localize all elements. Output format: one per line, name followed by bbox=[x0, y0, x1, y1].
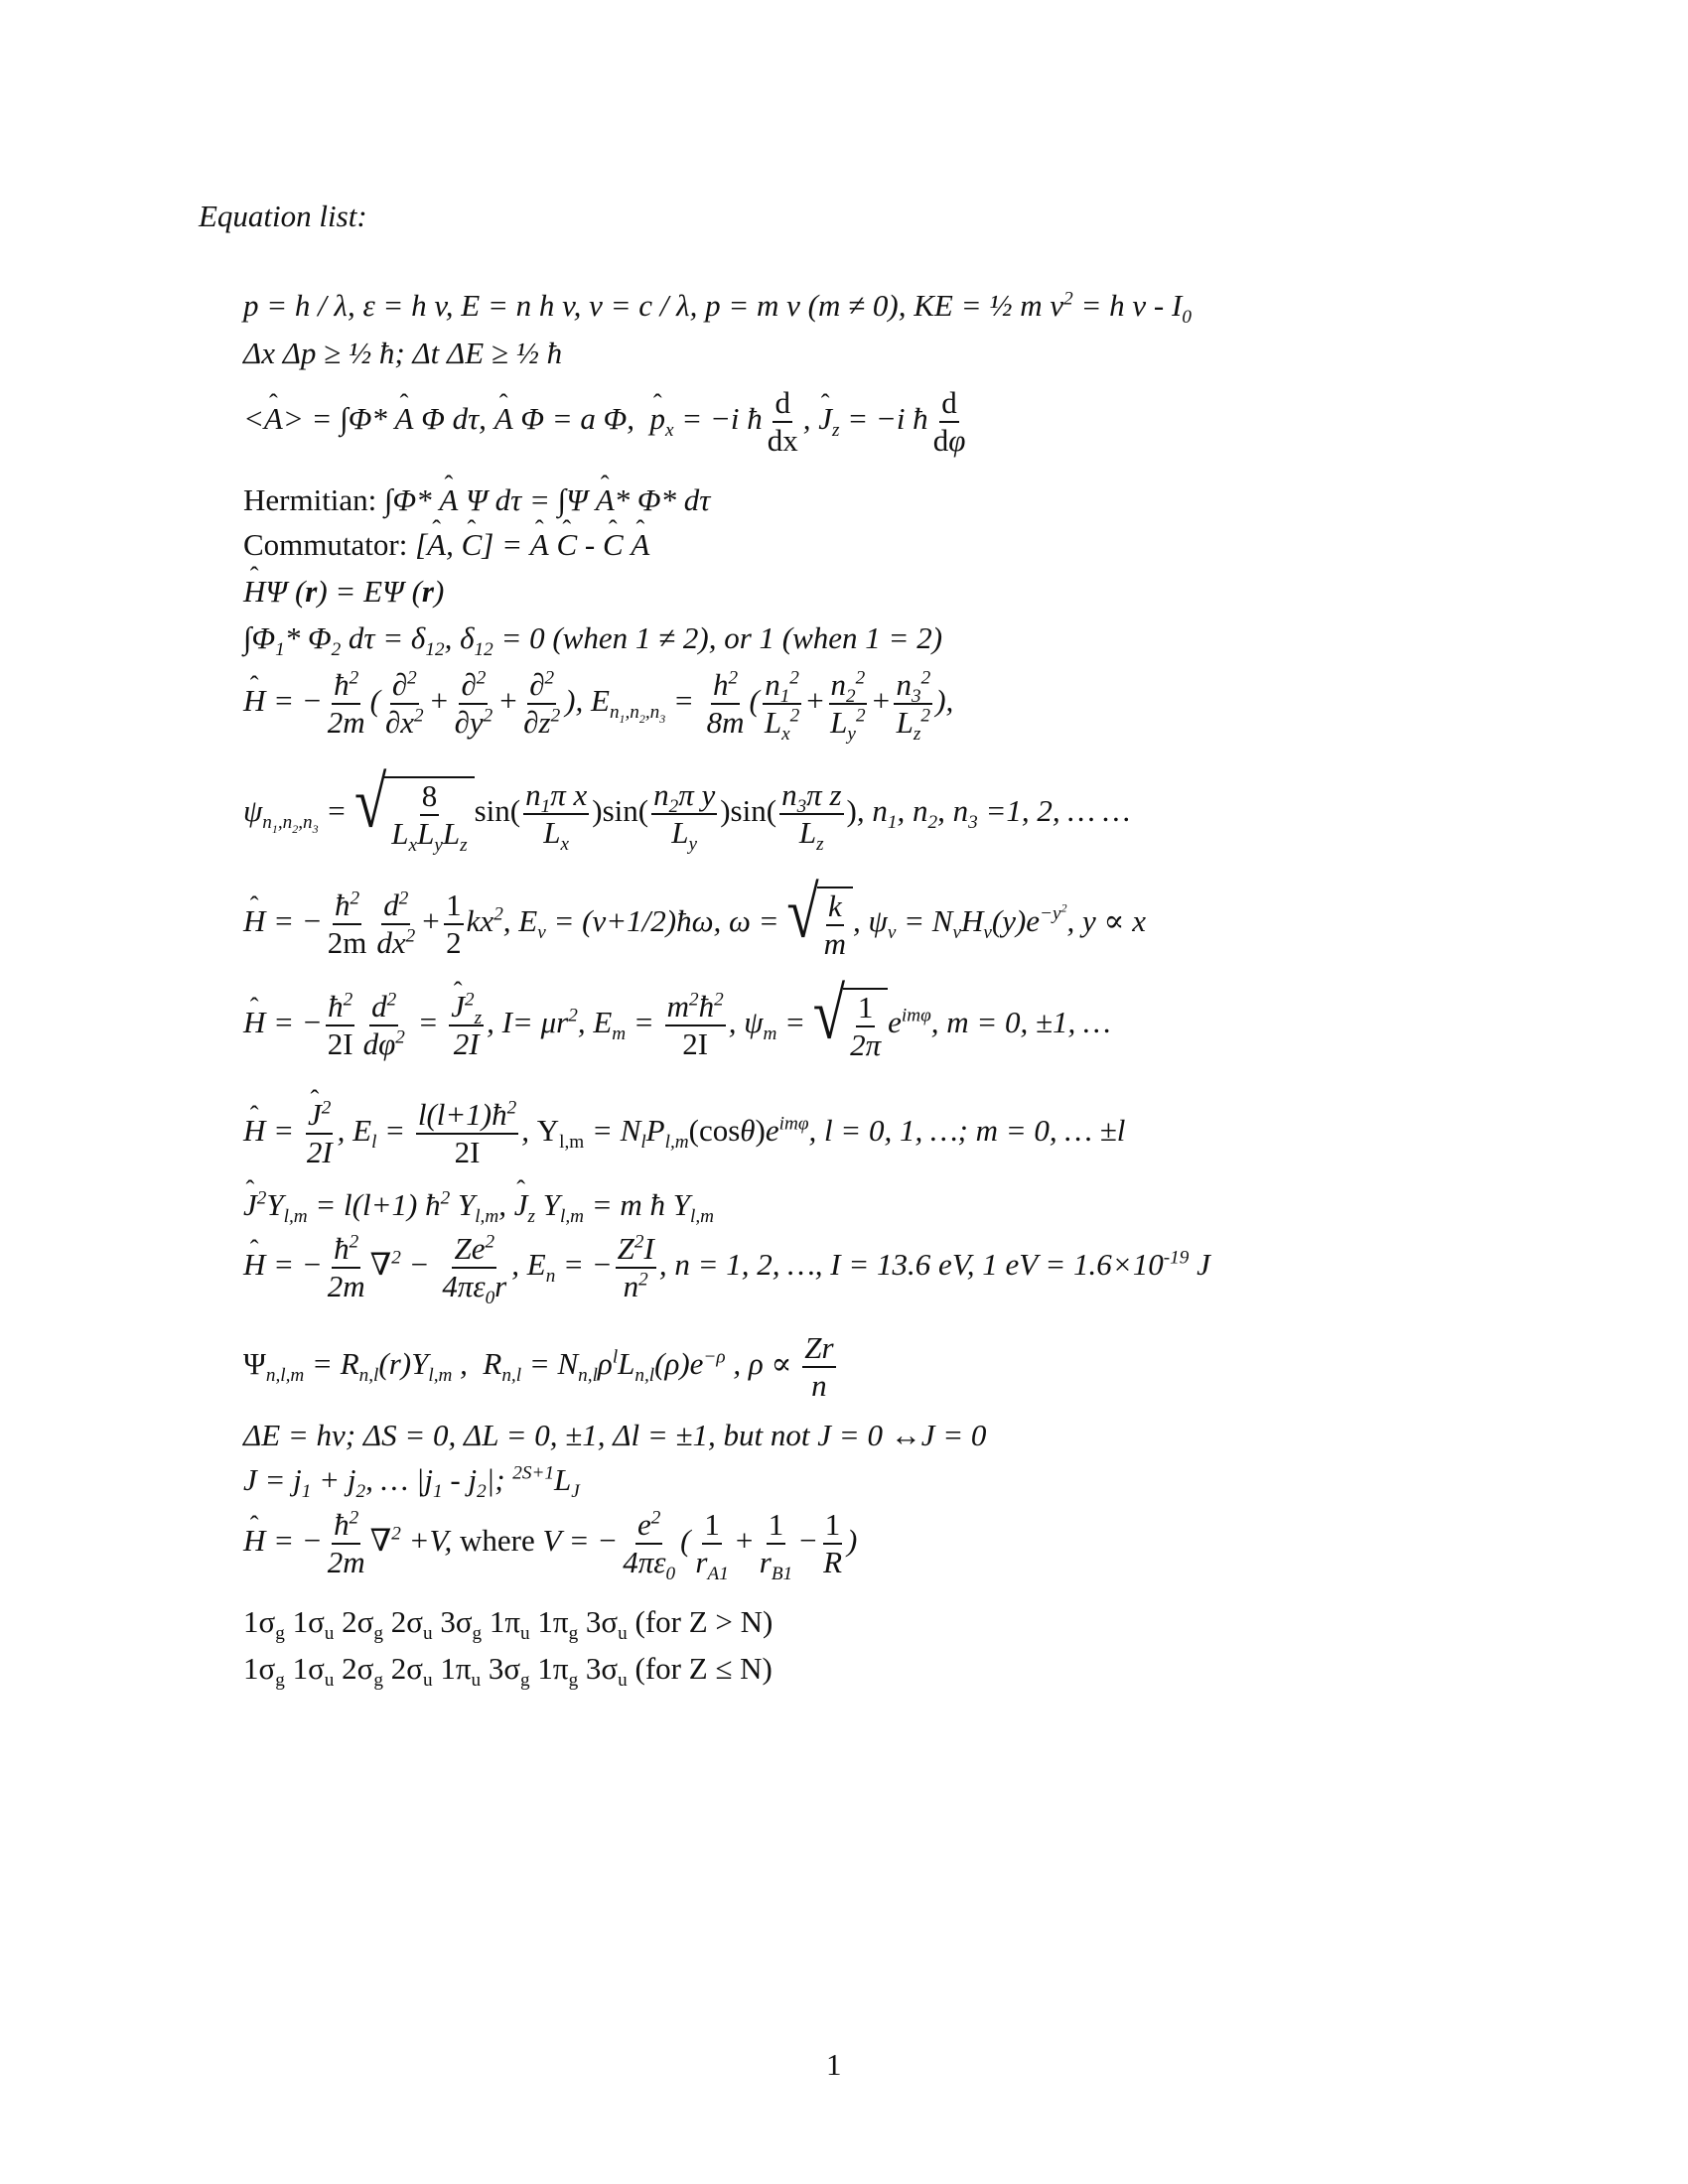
equation-schrodinger: ˆ HΨ (r) = EΨ (r) bbox=[243, 576, 444, 607]
equation-3d-box-hamiltonian: ˆ H = − $\frac{ħ^2}{2m}$ ( $\frac{\partial^2}{\partial x^2}$ + $\frac{\partial^2}{\partial y^2}$ + $\frac{\partial^2}{\partial z^2}$ ), $E_{n_1,n_2,n_3}$ = $\frac{h^2}{8m}$ ( $\frac{n_1^2}{L_x^2}$ + $\frac{n_2^2}{L_y^2}$ + $\frac{n_3^2}{L_z^2}$ ), bbox=[243, 667, 953, 740]
equation-h2-plus-hamiltonian: ˆ H = − $\frac{ħ^2}{2m}$ ∇$^2$ +V, where V = − $\frac{e^2}{4\pi\varepsilon_0}$ ( $\frac{1}{r_{A1}}$ + $\frac{1}{r_{B1}}$ − $\frac{1}{R}$ ) bbox=[243, 1507, 857, 1579]
equation-3d-box-wavefunction: $\psi_{n_1,n_2,n_3}$ = √ $\frac{8}{L_xL_yL_z}$ sin( $\frac{n_1\pi x}{L_x}$ )sin( $\frac{n_2\pi y}{L_y}$ )sin( $\frac{n_3\pi z}{L_z}$ ), $n_1$, $n_2$, $n_3 =1$, 2, … … bbox=[243, 761, 1131, 856]
commutator-label: Commutator: bbox=[243, 527, 416, 562]
equation-hydrogen-wavefunction: $\Psi_{n,l,m} = R_{n,l}(r)Y_{l,m}$ , $R_{n,l} = N_{n,l}\rho^lL_{n,l}(\rho)e^{-\rho}$ , ρ ∝ $\frac{Zr}{n}$ bbox=[243, 1330, 834, 1403]
page-number: 1 bbox=[826, 2047, 842, 2082]
page-title: Equation list: bbox=[199, 199, 367, 233]
equation-hydrogen-atom: ˆ H = − $\frac{ħ^2}{2m}$ ∇$^2$ − $\frac{Ze^2}{4\pi\varepsilon_0r}$ , $E_n$ = − $\frac{Z^2I}{n^2}$ , n = 1, 2, …, I = 13.6 eV, 1 eV = $1.6\times 10^{-19}$ J bbox=[243, 1231, 1210, 1303]
equation-hermitian: Hermitian: ∫Φ* ˆ A Ψ dτ = ∫Ψ ˆ A* Φ* dτ bbox=[243, 484, 710, 515]
equation-term-symbol: $J = j_1 + j_2$, … $|j_1 - j_2|$; $^{2S+1}L_J$ bbox=[243, 1462, 580, 1503]
equation-angular-momentum-eigen: ˆ $J^2Y_{l,m} = l(l+1)$ $ħ^2$ $Y_{l,m}$, ˆ $J_z$ $Y_{l,m} = m$ ħ $Y_{l,m}$ bbox=[243, 1189, 714, 1220]
equation-orthonormality: $\int\Phi_1*$ $\Phi_2$ $d\tau = \delta_{12}$, $\delta_{12} = 0$ (when 1 ≠ 2), or 1 (when 1 = 2) bbox=[243, 620, 943, 661]
equation-de-broglie-photon: p = h / λ, ε = h v, E = n h v, v = c / λ, p = m v (m ≠ 0), KE = ½ m $v^2 = h$ v - $I_0$ bbox=[243, 288, 1192, 329]
equation-rigid-rotor-3d: ˆ H = ˆ $\frac{J^2}{2I}$ , $E_l$ = $\frac{l(l+1)ħ^2}{2I}$ , $Y_{l,m} = N_lP_{l,m}(\cos\theta)e^{im\varphi}$, l = 0, 1, …; m = 0, … ±l bbox=[243, 1097, 1125, 1169]
equation-harmonic-oscillator: ˆ H = − $\frac{ħ^2}{2m}$ $\frac{d^2}{dx^2}$ + $\frac{1}{2}$ $kx^2$, $E_v$ = (v+1/2)ħω, ω = √ $\frac{k}{m}$ , $\psi_v = N_vH_v(y)e^{-y^2}$, y ∝ x bbox=[243, 887, 1146, 961]
equation-uncertainty: Δx Δp ≥ ½ ħ; Δt ΔE ≥ ½ ħ bbox=[243, 336, 563, 370]
equation-expectation-value: <ˆ A> = ∫Φ* ˆ A Φ dτ, ˆ A Φ = a Φ, ˆ $p_x = -i$ ħ $\frac{d}{dx}$ , ˆ $J_z = -i$ ħ $\frac{d}{d\varphi}$ bbox=[243, 385, 970, 458]
for-z-gt-n-label: (for Z > N) bbox=[634, 1604, 774, 1639]
equation-commutator: Commutator: [ˆ A, ˆ C] = ˆ A ˆ C - ˆ C ˆ A bbox=[243, 529, 649, 560]
where-label: where bbox=[452, 1522, 543, 1558]
equation-selection-rules: ΔE = hv; ΔS = 0, ΔL = 0, ±1, Δl = ±1, but not J = 0 ↔J = 0 bbox=[243, 1418, 987, 1452]
equation-mo-order-heavy: $1\sigma_g$ $1\sigma_u$ $2\sigma_g$ $2\sigma_u$ $3\sigma_g$ $1\pi_u$ $1\pi_g$ $3\sigma_u$ (for Z > N) bbox=[243, 1604, 774, 1645]
for-z-le-n-label: (for Z ≤ N) bbox=[634, 1651, 773, 1686]
hermitian-label: Hermitian: bbox=[243, 482, 385, 517]
equation-rigid-rotor-2d: ˆ H = − $\frac{ħ^2}{2I}$ $\frac{d^2}{d\varphi^2}$ = ˆ $\frac{J^2_z}{2I}$ , $I= \mu r^2$, $E_m$ = $\frac{m^2ħ^2}{2I}$ , $\psi_m$ = √ $\frac{1}{2\pi}$ $e^{im\varphi}$, m = 0, ±1, … bbox=[243, 988, 1111, 1062]
equation-mo-order-light: $1\sigma_g$ $1\sigma_u$ $2\sigma_g$ $2\sigma_u$ $1\pi_u$ $3\sigma_g$ $1\pi_g$ $3\sigma_u$ (for Z ≤ N) bbox=[243, 1651, 773, 1692]
